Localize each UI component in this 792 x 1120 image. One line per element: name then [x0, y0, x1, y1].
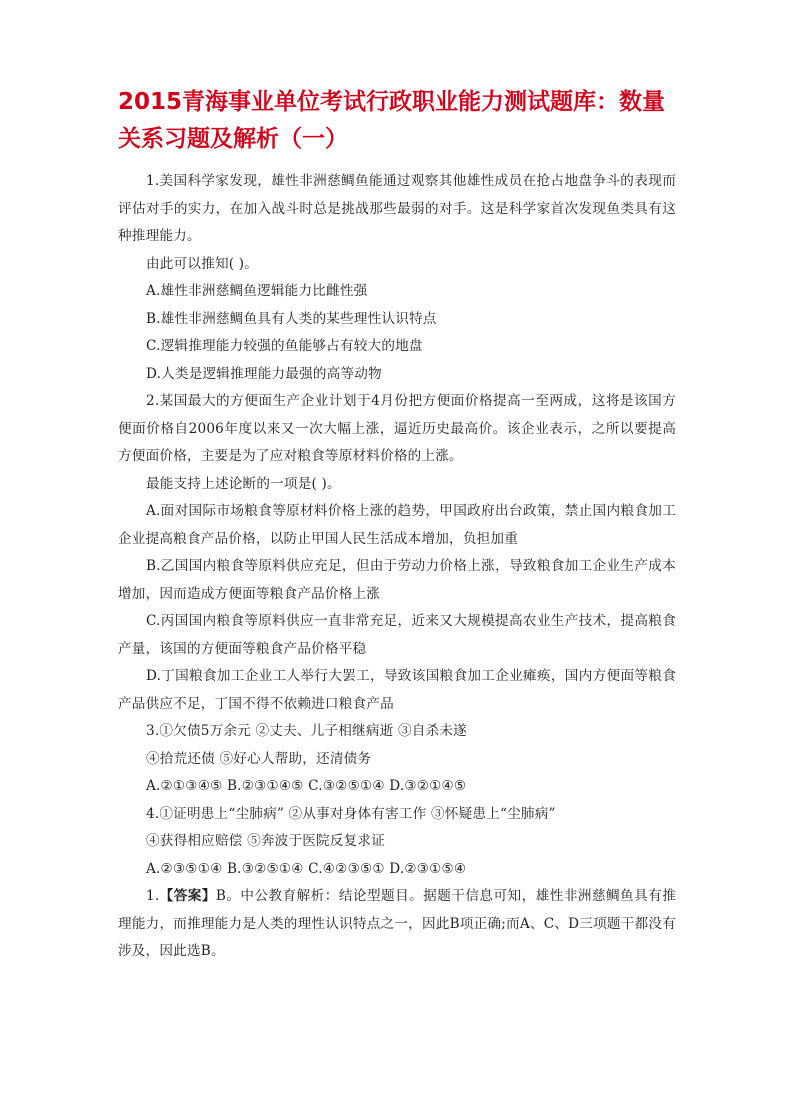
question-2-option-a: A.面对国际市场粮食等原材料价格上涨的趋势，甲国政府出台政策，禁止国内粮食加工企业提高粮食产品价格，以防止甲国人民生活成本增加，负担加重: [118, 503, 676, 547]
question-1-option-b: B.雄性非洲慈鲷鱼具有人类的某些理性认识特点: [146, 310, 437, 327]
question-3-items-line-2: ④拾荒还债 ⑤好心人帮助，还清债务: [146, 750, 372, 767]
document-title: 2015青海事业单位考试行政职业能力测试题库：数量关系习题及解析（一）: [118, 89, 666, 152]
question-2-option-c: C.丙国国内粮食等原料供应一直非常充足，近来又大规模提高农业生产技术，提高粮食产量，该国的方便面等粮食产品价格平稳: [118, 613, 676, 657]
question-1-prompt: 由此可以推知( )。: [146, 255, 259, 272]
question-4-items-line-2: ④获得相应赔偿 ⑤奔波于医院反复求证: [146, 833, 386, 849]
answer-1-paragraph: [118, 883, 676, 966]
question-3-items-line-1: 3.①欠债5万余元 ②丈夫、儿子相继病逝 ③自杀未遂: [146, 723, 467, 739]
answer-1-text: B。中公教育解析：结论型题目。据题干信息可知，雄性非洲慈鲷鱼具有推理能力，而推理能力是人类的理性认识特点之一，因此B项正确;而A、C、D三项题干都没有涉及，因此选B。: [118, 888, 676, 959]
answer-1-prefix: 1.: [146, 888, 160, 904]
question-1-option-a: A.雄性非洲慈鲷鱼逻辑能力比雌性强: [146, 283, 368, 299]
question-2-option-d: D.丁国粮食加工企业工人举行大罢工，导致该国粮食加工企业瘫痪，国内方便面等粮食产品供应不足，丁国不得不依赖进口粮食产品: [118, 668, 676, 712]
question-2-prompt: 最能支持上述论断的一项是( )。: [146, 475, 341, 492]
question-1-option-d: D.人类是逻辑推理能力最强的高等动物: [146, 365, 382, 382]
question-4-options: A.②③⑤①④ B.③②⑤①④ C.④②③⑤① D.②③①⑤④: [146, 860, 467, 877]
question-1-stem: 1.美国科学家发现，雄性非洲慈鲷鱼能通过观察其他雄性成员在抢占地盘争斗的表现而评估对手的实力，在加入战斗时总是挑战那些最弱的对手。这是科学家首次发现鱼类具有这种推理能力。: [118, 173, 676, 244]
question-4-items-line-1: 4.①证明患上“尘肺病” ②从事对身体有害工作 ③怀疑患上“尘肺病”: [146, 805, 556, 822]
question-1-option-c: C.逻辑推理能力较强的鱼能够占有较大的地盘: [146, 338, 423, 354]
question-2-option-b: B.乙国国内粮食等原料供应充足，但由于劳动力价格上涨，导致粮食加工企业生产成本增加，因而造成方便面等粮食产品价格上涨: [118, 558, 676, 602]
question-2-stem: 2.某国最大的方便面生产企业计划于4月份把方便面价格提高一至两成，这将是该国方便面价格自2006年度以来又一次大幅上涨，逼近历史最高价。该企业表示，之所以要提高方便面价格，主要是为了应对粮食等原材料价格的上涨。: [118, 393, 676, 464]
answer-1-mark: 【答案】: [159, 888, 216, 904]
question-3-options: A.②①③④⑤ B.②③①④⑤ C.③②⑤①④ D.③②①④⑤: [146, 778, 467, 794]
document-body: [118, 168, 676, 966]
